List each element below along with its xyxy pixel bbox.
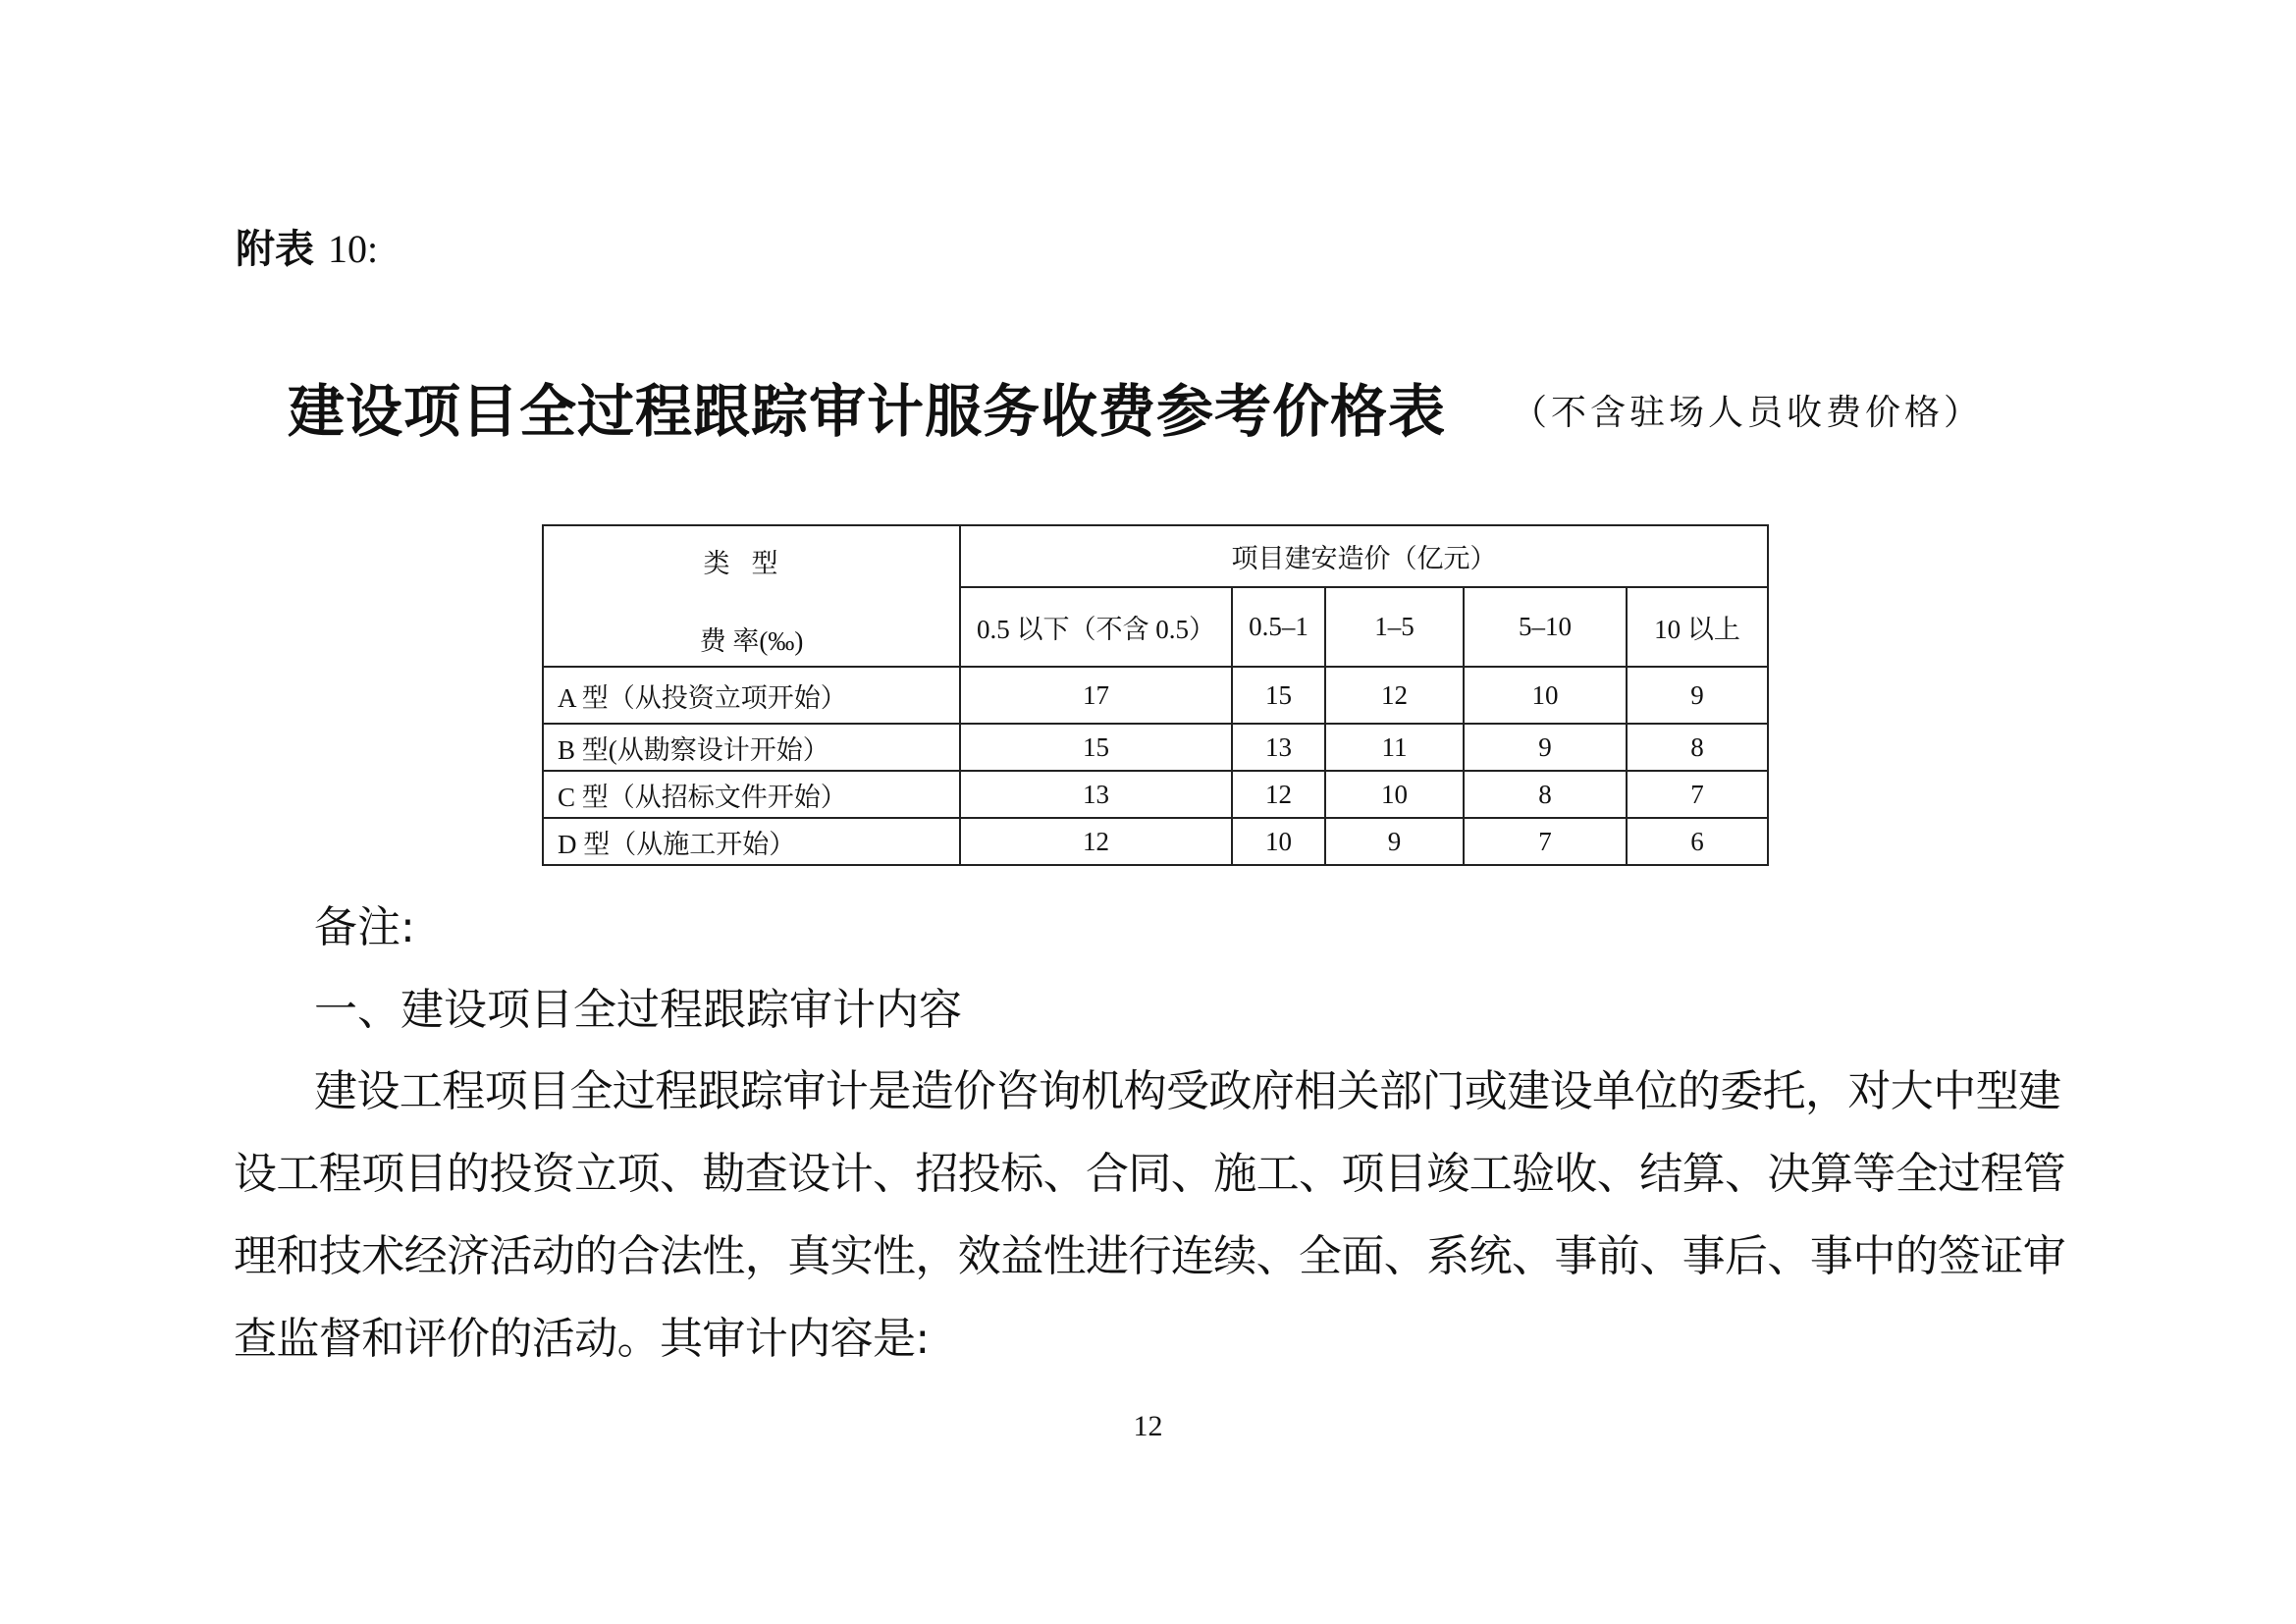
table-cell: 9 — [1464, 724, 1627, 771]
group-header: 项目建安造价（亿元） — [960, 525, 1768, 587]
row-label: A 型（从投资立项开始） — [543, 667, 960, 724]
table-cell: 9 — [1627, 667, 1768, 724]
row-label: B 型(从勘察设计开始） — [543, 724, 960, 771]
table-cell: 17 — [960, 667, 1232, 724]
body-paragraph: 建设工程项目全过程跟踪审计是造价咨询机构受政府相关部门或建设单位的委托，对大中型建设工程项目的投资立项、勘查设计、招投标、合同、施工、项目竣工验收、结算、决算等全过程管理和技术经济活动的合法性，真实性，效益性进行连续、全面、系统、事前、事后、事中的签证审查监督和评价的活动。其审计内容是: — [234, 1066, 2066, 1364]
table-cell: 15 — [960, 724, 1232, 771]
table-cell: 12 — [1232, 771, 1325, 818]
column-header: 0.5 以下（不含 0.5） — [960, 587, 1232, 667]
page-title: 建设项目全过程跟踪审计服务收费参考价格表 — [288, 378, 1447, 445]
table-cell: 15 — [1232, 667, 1325, 724]
table-row — [543, 667, 1768, 724]
row-label: D 型（从施工开始） — [543, 818, 960, 865]
column-header: 5–10 — [1464, 587, 1627, 667]
corner-type-label: 类型 — [703, 549, 800, 578]
page-subtitle: （不含驻场人员收费价格） — [1512, 393, 1984, 433]
table-row — [543, 771, 1768, 818]
table-cell: 10 — [1232, 818, 1325, 865]
table-cell: 12 — [1325, 667, 1464, 724]
page-number: 12 — [1133, 1410, 1163, 1442]
table-cell: 6 — [1627, 818, 1768, 865]
table-cell: 13 — [1232, 724, 1325, 771]
appendix-label — [236, 218, 378, 274]
table-cell: 7 — [1464, 818, 1627, 865]
table-row — [543, 818, 1768, 865]
table-cell: 10 — [1325, 771, 1464, 818]
column-header: 10 以上 — [1627, 587, 1768, 667]
table-cell: 13 — [960, 771, 1232, 818]
table-corner-cell — [543, 525, 960, 667]
table-cell: 12 — [960, 818, 1232, 865]
fee-rate-table — [542, 524, 1769, 866]
table-cell: 8 — [1627, 724, 1768, 771]
appendix-number: 10: — [327, 227, 379, 271]
column-header: 0.5–1 — [1232, 587, 1325, 667]
table-cell: 9 — [1325, 818, 1464, 865]
table-cell: 11 — [1325, 724, 1464, 771]
row-label: C 型（从招标文件开始） — [543, 771, 960, 818]
column-header: 1–5 — [1325, 587, 1464, 667]
table-cell: 10 — [1464, 667, 1627, 724]
section-heading: 一、建设项目全过程跟踪审计内容 — [314, 985, 962, 1035]
corner-rate-label: 费 率(‰) — [699, 626, 804, 656]
table-row — [543, 724, 1768, 771]
table-cell: 8 — [1464, 771, 1627, 818]
table-cell: 7 — [1627, 771, 1768, 818]
appendix-label-text: 附表 — [236, 227, 314, 272]
notes-label: 备注: — [314, 902, 415, 952]
